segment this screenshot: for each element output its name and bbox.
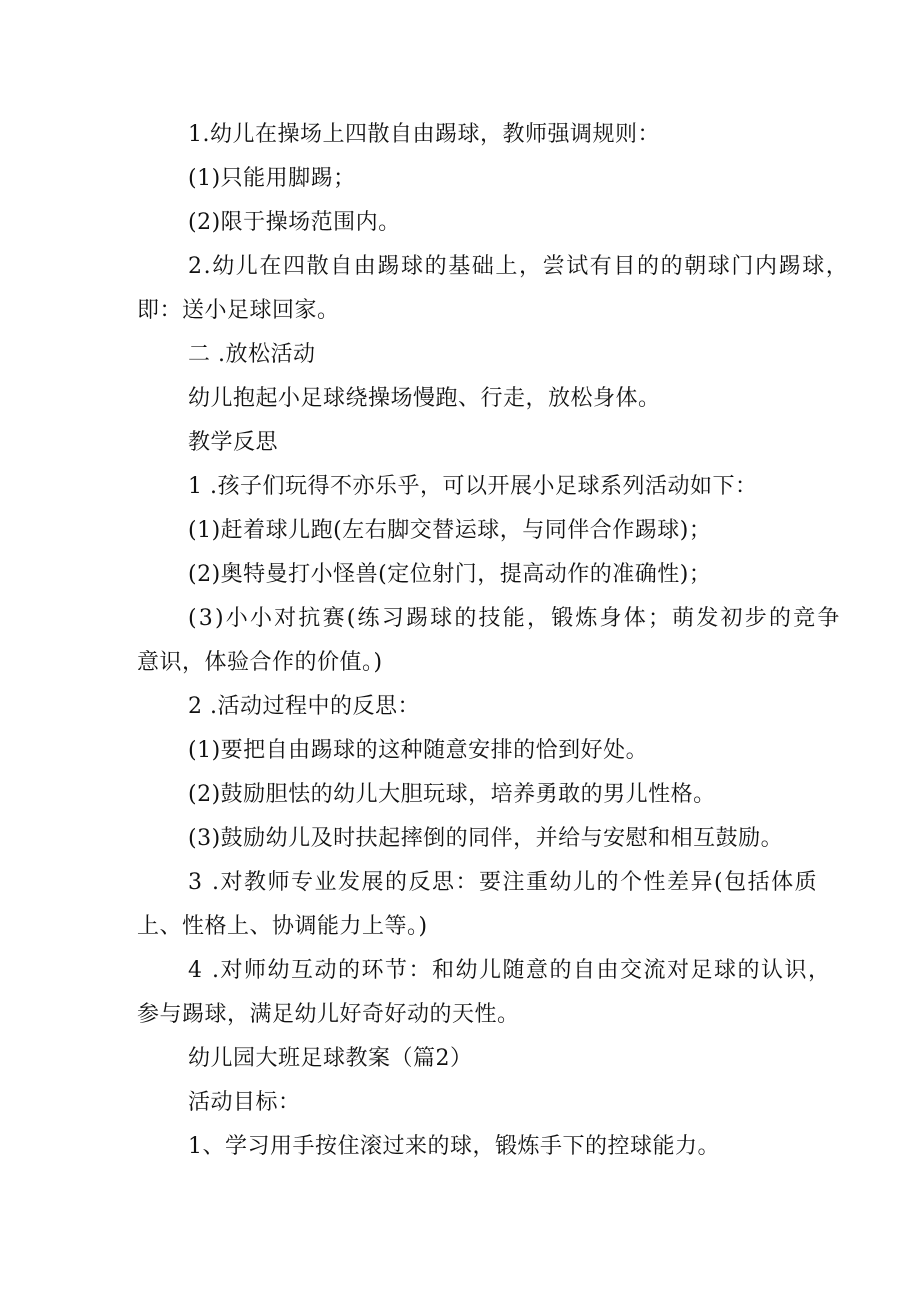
paragraph-line: 1 .孩子们玩得不亦乐乎，可以开展小足球系列活动如下：	[188, 474, 758, 499]
paragraph-line: (2)奥特曼打小怪兽(定位射门，提高动作的准确性)；	[188, 562, 712, 587]
paragraph-line: (2)鼓励胆怯的幼儿大胆玩球，培养勇敢的男儿性格。	[188, 782, 716, 807]
section-heading: 二 .放松活动	[188, 342, 316, 367]
paragraph-line: 幼儿抱起小足球绕操场慢跑、行走，放松身体。	[188, 386, 661, 411]
paragraph-line: (1)只能用脚踢；	[188, 166, 356, 191]
paragraph-line: 意识，体验合作的价值。)	[137, 650, 383, 675]
section-heading: 教学反思	[188, 430, 279, 455]
paragraph-line: (1)要把自由踢球的这种随意安排的恰到好处。	[188, 738, 649, 763]
paragraph-line: 即：送小足球回家。	[137, 298, 340, 323]
paragraph-line: 参与踢球，满足幼儿好奇好动的天性。	[137, 1002, 520, 1027]
paragraph-line: 4 .对师幼互动的环节：和幼儿随意的自由交流对足球的认识，	[188, 958, 832, 983]
paragraph-line: 2 .活动过程中的反思：	[188, 694, 420, 719]
paragraph-line: (2)限于操场范围内。	[188, 210, 401, 235]
paragraph-line: (3)鼓励幼儿及时扶起摔倒的同伴，并给与安慰和相互鼓励。	[188, 826, 784, 851]
section-heading: 活动目标：	[188, 1090, 301, 1115]
paragraph-line: 上、性格上、协调能力上等。)	[137, 914, 428, 939]
paragraph-line: 3 .对教师专业发展的反思：要注重幼儿的个性差异(包括体质	[188, 870, 819, 895]
section-heading: 幼儿园大班足球教案（篇2）	[188, 1046, 473, 1071]
paragraph-line: 2.幼儿在四散自由踢球的基础上，尝试有目的的朝球门内踢球，	[188, 254, 850, 279]
paragraph-line: (3)小小对抗赛(练习踢球的技能，锻炼身体；萌发初步的竞争	[188, 606, 842, 631]
paragraph-line: (1)赶着球儿跑(左右脚交替运球，与同伴合作踢球)；	[188, 518, 712, 543]
paragraph-line: 1.幼儿在操场上四散自由踢球，教师强调规则：	[188, 122, 660, 147]
paragraph-line: 1、学习用手按住滚过来的球，锻炼手下的控球能力。	[188, 1134, 720, 1159]
